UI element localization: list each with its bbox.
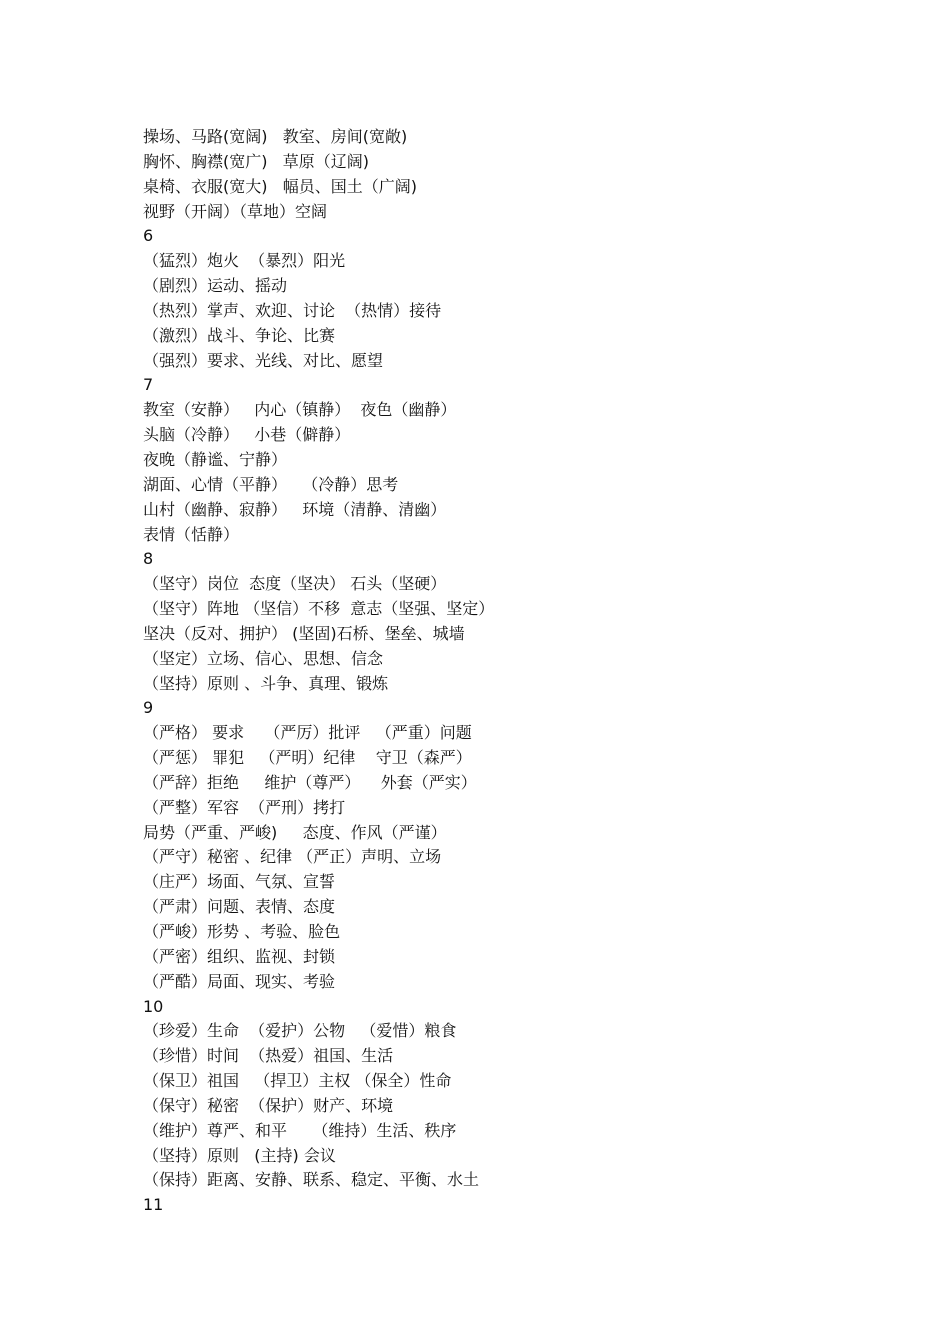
document-body: [143, 125, 903, 1218]
text-line: 操场、马路(宽阔) 教室、房间(宽敞): [143, 127, 408, 146]
text-line: 教室（安静） 内心（镇静） 夜色（幽静）: [143, 400, 457, 420]
text-line: （保守）秘密 （保护）财产、环境: [143, 1095, 394, 1115]
text-line: （珍惜）时间 （热爱）祖国、生活: [143, 1046, 394, 1066]
text-line: （强烈）要求、光线、对比、愿望: [143, 350, 384, 370]
text-line: 视野（开阔）（草地）空阔: [143, 201, 328, 221]
text-line: （严整）军容 （严刑）拷打: [143, 797, 346, 817]
text-line: （坚定）立场、信心、思想、信念: [143, 648, 384, 668]
section-number: 7: [143, 375, 154, 395]
text-line: （坚守）阵地 （坚信）不移 意志（坚强、坚定）: [143, 599, 495, 619]
text-line: 局势（严重、严峻) 态度、作风（严谨）: [143, 822, 447, 842]
text-line: 表情（恬静）: [143, 524, 240, 544]
text-line: （坚持）原则 (主持) 会议: [143, 1145, 336, 1165]
text-line: （保卫）祖国 （捍卫）主权 （保全）性命: [143, 1071, 452, 1091]
section-number: 11: [143, 1195, 164, 1215]
text-line: （严守）秘密 、纪律 （严正）声明、立场: [143, 847, 442, 867]
text-line: （猛烈）炮火 （暴烈）阳光: [143, 251, 346, 271]
section-number: 8: [143, 549, 154, 569]
text-line: （严峻）形势 、考验、脸色: [143, 922, 341, 941]
section-number: 9: [143, 698, 154, 718]
text-line: （剧烈）运动、摇动: [143, 276, 288, 296]
text-line: （维护）尊严、和平 （维持）生活、秩序: [143, 1120, 457, 1140]
text-line: 胸怀、胸襟(宽广) 草原（辽阔): [143, 151, 369, 171]
text-line: （热烈）掌声、欢迎、讨论 （热情）接待: [143, 300, 442, 320]
text-line: 山村（幽静、寂静） 环境（清静、清幽）: [143, 499, 447, 519]
section-number: 6: [143, 226, 154, 246]
text-line: 夜晚（静谧、宁静）: [143, 449, 288, 469]
text-line: （严酷）局面、现实、考验: [143, 971, 336, 991]
text-line: （严肃）问题、表情、态度: [143, 897, 336, 917]
text-line: （严密）组织、监视、封锁: [143, 946, 336, 966]
text-line: （严辞）拒绝 维护（尊严） 外套（严实）: [143, 772, 477, 792]
text-line: （严格） 要求 （严厉）批评 （严重）问题: [143, 723, 472, 743]
text-line: （保持）距离、安静、联系、稳定、平衡、水土: [143, 1170, 480, 1190]
text-line: 坚决（反对、拥护） (坚固)石桥、堡垒、城墙: [143, 623, 465, 643]
text-line: （严惩） 罪犯 （严明）纪律 守卫（森严）: [143, 748, 472, 768]
text-line: （激烈）战斗、争论、比赛: [143, 325, 336, 345]
section-number: 10: [143, 996, 164, 1016]
text-line: 头脑（冷静） 小巷（僻静）: [143, 425, 351, 445]
text-line: （坚持）原则 、斗争、真理、锻炼: [143, 673, 389, 693]
text-line: （坚守）岗位 态度（坚决） 石头（坚硬）: [143, 574, 447, 594]
text-line: （庄严）场面、气氛、宣誓: [143, 872, 336, 892]
text-line: （珍爱）生命 （爱护）公物 （爱惜）粮食: [143, 1021, 457, 1041]
text-line: 桌椅、衣服(宽大) 幅员、国土（广阔): [143, 176, 417, 196]
text-line: 湖面、心情（平静） （冷静）思考: [143, 474, 399, 494]
